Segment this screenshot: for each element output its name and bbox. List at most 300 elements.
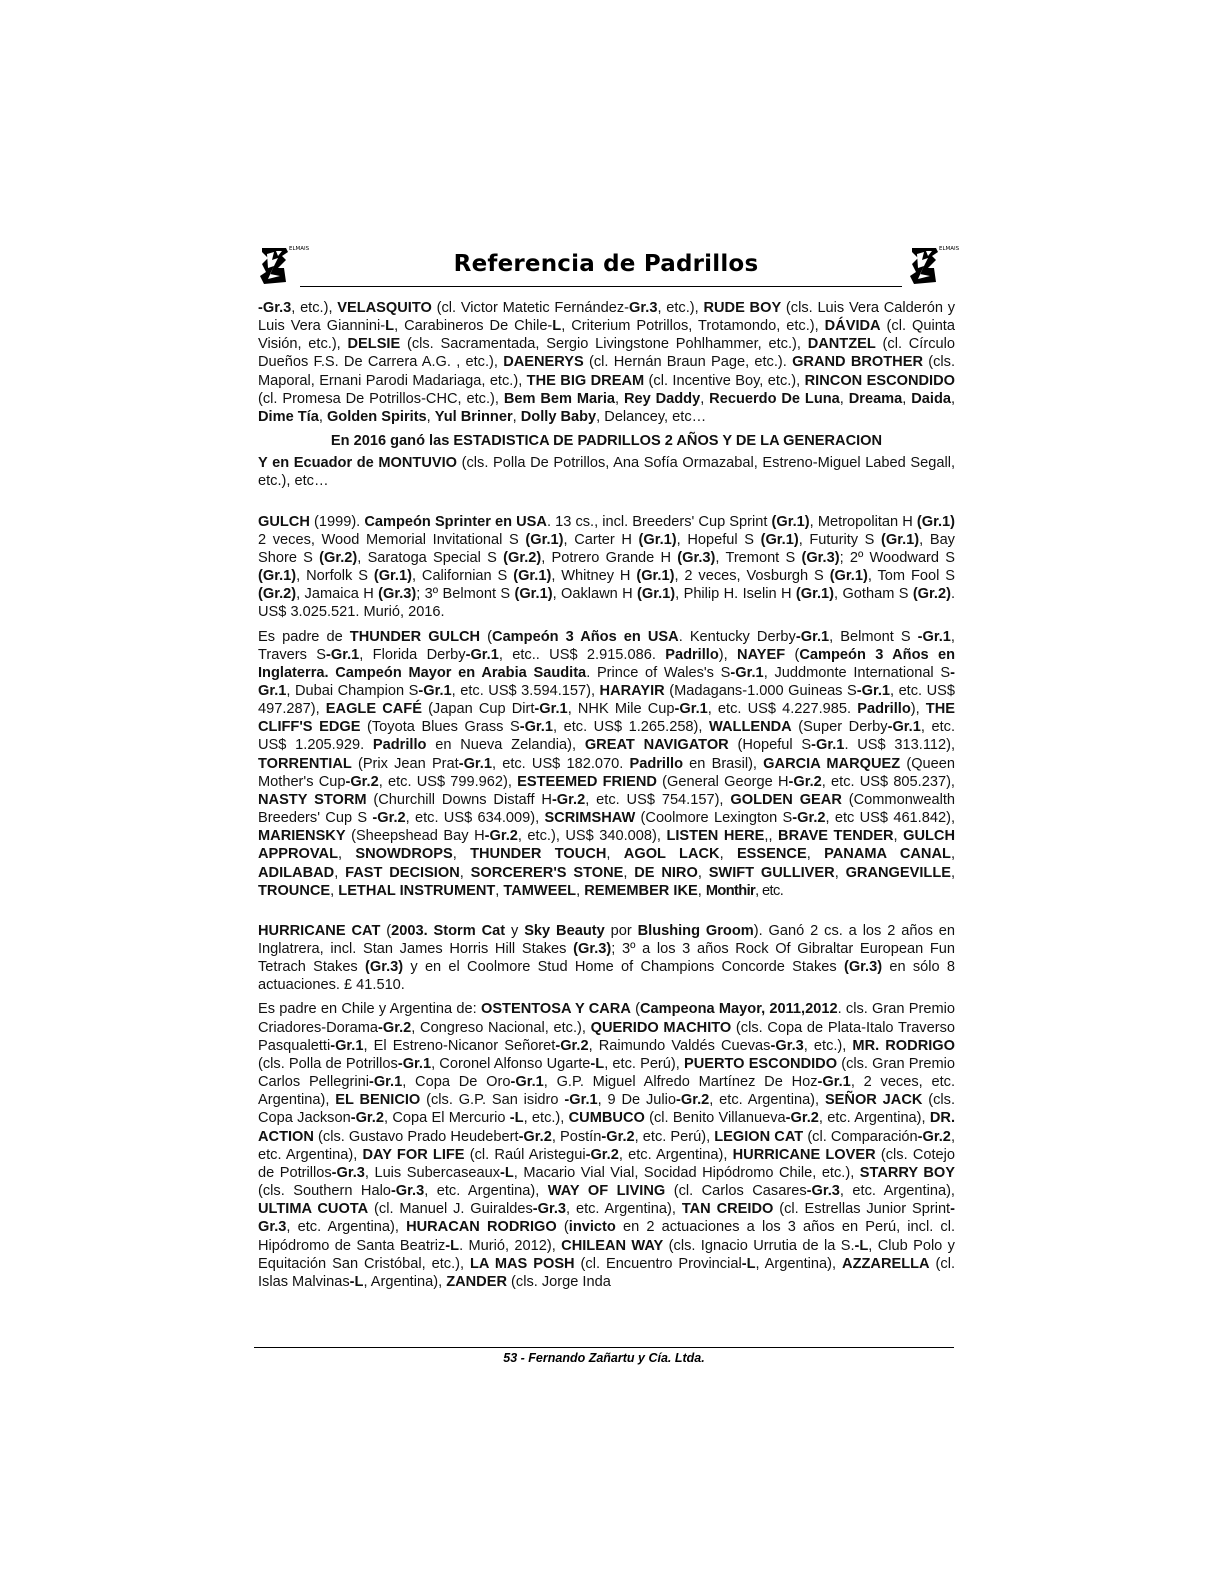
bold-run: (Gr.1) bbox=[829, 568, 868, 585]
bold-run: Golden Spirits bbox=[326, 408, 427, 425]
text-run: , Delancey, etc… bbox=[596, 408, 707, 425]
bold-run: -Gr.1 bbox=[564, 1092, 598, 1109]
text-run: , bbox=[950, 390, 956, 407]
bold-run: GULCH bbox=[258, 513, 310, 530]
text-run: , etc. US$ 754.157), bbox=[585, 791, 731, 808]
bold-run: GARCIA MARQUEZ bbox=[763, 755, 901, 772]
bold-run: -Gr.1 bbox=[887, 719, 921, 736]
bold-run: THUNDER GULCH bbox=[349, 628, 481, 645]
bold-run: 2003. Storm Cat bbox=[391, 922, 506, 939]
bold-run: SORCERER'S STONE bbox=[470, 864, 624, 881]
bold-run: Padrillo bbox=[857, 701, 911, 718]
bold-run: (Gr.3) bbox=[365, 959, 404, 976]
text-run: , bbox=[426, 408, 435, 425]
text-run: , bbox=[318, 408, 327, 425]
paragraph bbox=[258, 922, 955, 995]
text-run: , Belmont S bbox=[829, 628, 918, 645]
text-run: , etc. US$ 3.594.157), bbox=[451, 682, 600, 699]
page-title: Referencia de Padrillos bbox=[453, 251, 759, 277]
text-run: (Sheepshead Bay H bbox=[345, 828, 485, 845]
bold-run: GOLDEN GEAR bbox=[730, 791, 842, 808]
text-run: , Dubai Champion S bbox=[286, 682, 419, 699]
bold-run: -L bbox=[590, 1055, 605, 1072]
text-run: , Postín bbox=[551, 1128, 602, 1145]
text-run: , Travers S bbox=[258, 628, 955, 663]
bold-run: NAYEF bbox=[737, 646, 786, 663]
bold-run: MR. RODRIGO bbox=[852, 1037, 955, 1054]
bold-run: DAENERYS bbox=[503, 354, 584, 371]
text-run: , bbox=[338, 846, 356, 863]
text-run: , etc. US$ 799.962), bbox=[378, 773, 518, 790]
bold-run: (Gr.3) bbox=[801, 549, 840, 566]
bold-run: Rey Daddy bbox=[623, 390, 701, 407]
text-run: , bbox=[623, 864, 635, 881]
bold-run: ULTIMA CUOTA bbox=[258, 1201, 369, 1218]
bold-run: -Gr.1 bbox=[674, 701, 708, 718]
bold-run: (Gr.2) bbox=[258, 586, 297, 603]
header-rule bbox=[300, 286, 902, 287]
text-run: , etc. US$ 1.265.258), bbox=[552, 719, 710, 736]
text-run: , etc. Argentina), bbox=[286, 1219, 407, 1236]
bold-run: -Gr.1 bbox=[917, 628, 951, 645]
text-run: (cls. Cotejo de Potrillos bbox=[258, 1146, 956, 1181]
bold-run: Campeón 3 Años en Inglaterra. Campeón Mayor en Arabia Saudita bbox=[258, 646, 955, 681]
bold-run: RUDE BOY bbox=[703, 300, 782, 316]
text-run: , bbox=[893, 828, 904, 845]
paragraph bbox=[258, 454, 955, 490]
text-run: ( bbox=[380, 922, 392, 939]
bold-run: -Gr.2 bbox=[555, 1037, 589, 1054]
text-run: (cl. Victor Matetic Fernández- bbox=[431, 300, 630, 316]
text-run: , Copa De Oro bbox=[402, 1074, 511, 1091]
text-run: , Macario Vial Vial, Socidad Hipódromo Chile, etc.), bbox=[513, 1164, 860, 1181]
text-run: ( bbox=[785, 646, 800, 663]
bold-run: DE NIRO bbox=[634, 864, 698, 881]
bold-run: -Gr.2 bbox=[345, 773, 379, 790]
bold-run: Yul Brinner bbox=[434, 408, 513, 425]
text-run: , etc. Argentina), bbox=[424, 1183, 548, 1200]
bold-run: -Gr.2 bbox=[785, 1110, 819, 1127]
bold-run: (Gr.3) bbox=[573, 941, 612, 957]
bold-run: LEGION CAT bbox=[714, 1128, 804, 1145]
logo-tag: ELMAIS bbox=[289, 246, 310, 252]
text-run: (Coolmore Lexington S bbox=[635, 810, 793, 827]
text-run: (1999). bbox=[309, 513, 365, 530]
bold-run: AGOL LACK bbox=[623, 846, 720, 863]
bold-run: Campeón 3 Años en USA bbox=[492, 628, 679, 645]
bold-run: WAY OF LIVING bbox=[547, 1183, 666, 1200]
text-run: , bbox=[719, 846, 737, 863]
text-run: , bbox=[697, 882, 706, 899]
bold-run: CHILEAN WAY bbox=[561, 1237, 664, 1254]
bold-run: (Gr.2) bbox=[319, 549, 358, 566]
text-run: Es padre en Chile y Argentina de: bbox=[258, 1001, 481, 1018]
bold-run: (Gr.1) bbox=[258, 568, 297, 585]
text-run: (cls. Copa Jackson bbox=[258, 1092, 955, 1127]
bold-run: -Gr.2 bbox=[372, 810, 406, 827]
bold-run: ZANDER bbox=[446, 1273, 507, 1290]
text-run: , etc. Argentina), bbox=[618, 1146, 733, 1163]
bold-run: -L bbox=[445, 1237, 460, 1254]
text-run: (General George H bbox=[656, 773, 789, 790]
bold-run: (Gr.2) bbox=[912, 586, 951, 603]
text-run: , etc. US$ 497.287), bbox=[258, 682, 955, 718]
bold-run: TORRENTIAL bbox=[258, 755, 352, 772]
bold-run: VELASQUITO bbox=[337, 300, 432, 316]
bold-run: -Gr.3 bbox=[532, 1201, 567, 1218]
bold-run: -Gr.1 bbox=[368, 1074, 403, 1091]
bold-run: PUERTO ESCONDIDO bbox=[683, 1055, 838, 1072]
text-run: (cl. Islas Malvinas bbox=[258, 1255, 955, 1290]
text-run: , El Estreno-Nicanor Señoret bbox=[363, 1037, 556, 1054]
bold-run: Recuerdo De Luna bbox=[709, 390, 840, 407]
bold-run: -L bbox=[509, 1110, 524, 1127]
text-run: , bbox=[902, 390, 912, 407]
bold-run: GREAT NAVIGATOR bbox=[584, 737, 729, 754]
footer-rule bbox=[254, 1347, 954, 1348]
text-run: , etc. Argentina), bbox=[709, 1092, 825, 1109]
text-run: (cls. Polla de Potrillos bbox=[258, 1055, 398, 1072]
bold-run: (Gr.1) bbox=[373, 568, 412, 585]
text-run: , bbox=[700, 390, 710, 407]
bold-run: (Gr.1) bbox=[638, 531, 677, 548]
text-run: (Queen Mother's Cup bbox=[258, 755, 956, 790]
bold-run: QUERIDO MACHITO bbox=[590, 1019, 732, 1036]
bold-run: THE BIG DREAM bbox=[526, 372, 645, 389]
text-run: ), bbox=[718, 646, 738, 663]
text-run: . Prince of Wales's S bbox=[586, 664, 731, 681]
text-run: , Tremont S bbox=[715, 549, 802, 566]
bold-run: Padrillo bbox=[665, 646, 719, 663]
text-run: (cl. Encuentro Provincial bbox=[574, 1255, 742, 1272]
text-run: , Whitney H bbox=[551, 568, 637, 585]
text-run: , bbox=[615, 390, 624, 407]
text-run: (Churchill Downs Distaff H bbox=[366, 791, 552, 808]
bold-run: -Gr.1 bbox=[730, 664, 764, 681]
text-run: , bbox=[839, 390, 849, 407]
text-run: , etc.), bbox=[523, 1110, 569, 1127]
bold-run: EL BENICIO bbox=[335, 1092, 421, 1109]
text-run: . 13 cs., incl. Breeders' Cup Sprint bbox=[546, 513, 772, 530]
bold-run: -Gr.1 bbox=[519, 719, 553, 736]
text-run: , bbox=[334, 864, 346, 881]
text-run: , Florida Derby bbox=[359, 646, 466, 663]
text-run: , etc.), US$ 340.008), bbox=[517, 828, 667, 845]
text-run: (cls. Luis Vera Calderón y Luis Vera Giannini- bbox=[258, 300, 956, 335]
text-run: , etc. Argentina), bbox=[839, 1183, 955, 1200]
bold-run: -Gr.3 bbox=[258, 1201, 955, 1236]
text-run: y bbox=[505, 922, 525, 939]
bold-run: (Gr.1) bbox=[637, 586, 676, 603]
text-run: , Carabineros De Chile- bbox=[394, 318, 553, 335]
text-run: (cl. Benito Villanueva bbox=[644, 1110, 786, 1127]
text-run: (Hopeful S bbox=[728, 737, 812, 754]
bold-run: (Gr.1) bbox=[514, 586, 553, 603]
bold-run: LETHAL INSTRUMENT bbox=[338, 882, 496, 899]
bold-run: -Gr.2 bbox=[792, 810, 826, 827]
text-run: (cls. Jorge Inda bbox=[507, 1273, 611, 1290]
bold-run: (Gr.1) bbox=[525, 531, 564, 548]
text-run: (Commonwealth Breeders' Cup S bbox=[258, 791, 955, 827]
bold-run: THE CLIFF'S EDGE bbox=[258, 701, 955, 736]
bold-run: HURRICANE LOVER bbox=[732, 1146, 876, 1163]
bold-run: FAST DECISION bbox=[345, 864, 460, 881]
text-run: , Metropolitan H bbox=[809, 513, 917, 530]
text-run: ( bbox=[630, 1001, 641, 1018]
text-run: , etc. bbox=[755, 882, 784, 899]
bold-run: (Gr.2) bbox=[503, 549, 542, 566]
text-run: , etc. US$ 634.009), bbox=[405, 810, 545, 827]
bold-run: -Gr.1 bbox=[795, 628, 830, 645]
bold-run: Dolly Baby bbox=[520, 408, 597, 425]
text-run: , 9 De Julio bbox=[597, 1092, 676, 1109]
page-header bbox=[256, 246, 960, 290]
text-run: , G.P. Miguel Alfredo Martínez De Hoz bbox=[543, 1074, 818, 1091]
bold-run: -Gr.1 bbox=[418, 682, 452, 699]
bold-run: -L bbox=[349, 1273, 364, 1290]
paragraph-gap bbox=[258, 900, 955, 922]
bold-run: -Gr.1 bbox=[258, 664, 955, 699]
bold-run: -L bbox=[500, 1164, 514, 1181]
bold-run: DÁVIDA bbox=[824, 318, 881, 335]
bold-run: -Gr.2 bbox=[484, 828, 518, 845]
text-run: ; 3º Belmont S bbox=[416, 586, 515, 603]
bold-run: L bbox=[385, 318, 395, 335]
text-run: por bbox=[604, 922, 638, 939]
bold-run: -Gr.2 bbox=[917, 1128, 951, 1145]
bold-run: GULCH APPROVAL bbox=[258, 828, 955, 863]
bold-run: CUMBUCO bbox=[568, 1110, 645, 1127]
text-run: , Tom Fool S bbox=[867, 568, 955, 585]
text-run: (cl. Comparación bbox=[803, 1128, 918, 1145]
text-run: (cls. Polla De Potrillos, Ana Sofía Ormazabal, Estreno-Miguel Labed Segall, etc.), etc… bbox=[258, 455, 956, 490]
bold-run: DR. ACTION bbox=[258, 1110, 956, 1145]
bold-run: Blushing Groom bbox=[637, 922, 754, 939]
text-run: , etc. Argentina), bbox=[258, 1128, 955, 1163]
text-run: , etc. US$ 182.070. bbox=[491, 755, 630, 772]
bold-run: (Gr.1) bbox=[760, 531, 799, 548]
text-run: . US$ 313.112), bbox=[844, 737, 955, 754]
text-run: , 2 veces, Vosburgh S bbox=[674, 568, 830, 585]
body-text bbox=[258, 299, 955, 1291]
text-run: , Carter H bbox=[563, 531, 639, 548]
text-run: , etc. Argentina), bbox=[566, 1201, 682, 1218]
text-run: , bbox=[606, 846, 624, 863]
text-run: , bbox=[452, 846, 471, 863]
brand-logo-icon bbox=[908, 246, 940, 286]
bold-run: -L bbox=[854, 1237, 869, 1254]
text-run: , 2 veces, etc. Argentina), bbox=[258, 1074, 955, 1109]
paragraph bbox=[258, 299, 955, 426]
bold-run: -Gr.1 bbox=[326, 646, 360, 663]
bold-run: DANTZEL bbox=[807, 336, 876, 353]
text-run: , etc.), bbox=[803, 1037, 853, 1054]
bold-run: TROUNCE bbox=[258, 882, 331, 899]
bold-run: -Gr.2 bbox=[788, 773, 822, 790]
bold-run: (Gr.3) bbox=[843, 959, 883, 976]
bold-run: -Gr.3 bbox=[390, 1183, 425, 1200]
text-run: (cl. Quinta Visión, etc.), bbox=[258, 318, 955, 353]
text-run: , Californian S bbox=[411, 568, 514, 585]
text-run: en 2 actuaciones a los 3 años en Perú, incl. cl. Hipódromo de Santa Beatriz bbox=[258, 1219, 956, 1254]
text-run: , Club Polo y Equitación San Cristóbal, etc.), bbox=[258, 1237, 955, 1272]
bold-run: -L bbox=[741, 1255, 756, 1272]
text-run: ( bbox=[480, 628, 493, 645]
text-run: , Luis Subercaseaux bbox=[364, 1164, 501, 1181]
bold-run: SWIFT GULLIVER bbox=[708, 864, 835, 881]
text-run: (cls. Ignacio Urrutia de la S. bbox=[663, 1237, 855, 1254]
paragraph-gap bbox=[258, 491, 955, 513]
text-run: ,, bbox=[764, 828, 779, 845]
bold-run: MARIENSKY bbox=[258, 828, 346, 845]
text-run: (Toyota Blues Grass S bbox=[360, 719, 520, 736]
text-run: . Kentucky Derby bbox=[678, 628, 796, 645]
bold-run: Dime Tía bbox=[258, 408, 319, 425]
bold-run: Monthir bbox=[705, 882, 756, 899]
text-run: y en el Coolmore Stud Home of Champions Concorde Stakes bbox=[403, 959, 844, 976]
bold-run: Padrillo bbox=[629, 755, 683, 772]
text-run: , etc. US$ 4.227.985. bbox=[707, 701, 858, 718]
text-run: (cl. Círculo Dueños F.S. De Carrera A.G. , etc.), bbox=[258, 336, 955, 371]
text-run: , etc US$ 461.842), bbox=[825, 810, 955, 827]
text-run: , etc. Perú), bbox=[604, 1055, 684, 1072]
text-run: , bbox=[950, 864, 956, 881]
bold-run: -Gr.1 bbox=[510, 1074, 544, 1091]
bold-run: invicto bbox=[568, 1219, 616, 1236]
bold-run: (Gr.3) bbox=[677, 549, 716, 566]
bold-run: NASTY STORM bbox=[258, 791, 367, 808]
bold-run: -Gr.1 bbox=[397, 1055, 432, 1072]
bold-run: -Gr.2 bbox=[601, 1128, 635, 1145]
bold-run: Padrillo bbox=[372, 737, 427, 754]
text-run: , bbox=[834, 864, 846, 881]
page-footer: 53 - Fernando Zañartu y Cía. Ltda. bbox=[503, 1351, 705, 1365]
bold-run: (Gr.1) bbox=[636, 568, 675, 585]
text-run: , Futurity S bbox=[798, 531, 882, 548]
bold-run: -Gr.1 bbox=[811, 737, 845, 754]
bold-run: Campeón Sprinter en USA bbox=[364, 513, 547, 530]
text-run: ). Ganó 2 cs. a los 2 años en Inglatrera, incl. Stan James Horris Hill Stakes bbox=[258, 922, 956, 957]
bold-run: Sky Beauty bbox=[524, 922, 605, 939]
bold-run: WALLENDA bbox=[709, 719, 792, 736]
text-run: Es padre de bbox=[258, 628, 350, 645]
bold-run: -Gr.1 bbox=[534, 701, 568, 718]
bold-run: DAY FOR LIFE bbox=[362, 1146, 465, 1163]
text-run: , bbox=[950, 846, 955, 863]
text-run: , NHK Mile Cup bbox=[567, 701, 675, 718]
text-run: (cl. Carlos Casares bbox=[665, 1183, 807, 1200]
text-run: (Super Derby bbox=[791, 719, 888, 736]
text-run: , Raimundo Valdés Cuevas bbox=[588, 1037, 771, 1054]
text-run: , etc.), bbox=[657, 300, 704, 316]
text-run: , Criterium Potrillos, Trotamondo, etc.), bbox=[561, 318, 825, 335]
text-run: (cl. Hernán Braun Page, etc.). bbox=[583, 354, 793, 371]
bold-run: EAGLE CAFÉ bbox=[325, 701, 422, 718]
bold-run: DELSIE bbox=[347, 336, 401, 353]
text-run: , Copa El Mercurio bbox=[383, 1110, 510, 1127]
text-run: , Congreso Nacional, etc.), bbox=[411, 1019, 591, 1036]
text-run: , etc.. US$ 2.915.086. bbox=[498, 646, 666, 663]
text-run: (cls. Sacramentada, Sergio Livingstone Pohlhammer, etc.), bbox=[400, 336, 808, 353]
bold-run: (Gr.1) bbox=[795, 586, 835, 603]
bold-run: SCRIMSHAW bbox=[544, 810, 636, 827]
text-run: (cls. Copa de Plata-Italo Traverso Pasqualetti bbox=[258, 1019, 955, 1054]
text-run: en Brasil), bbox=[683, 755, 764, 772]
text-run: , bbox=[512, 408, 521, 425]
bold-run: -Gr.1 bbox=[817, 1074, 851, 1091]
text-run: , etc. Argentina), bbox=[818, 1110, 930, 1127]
brand-logo-right bbox=[908, 246, 960, 288]
text-run: ; 3º a los 3 años Rock Of Gibraltar European Fun Tetrach Stakes bbox=[258, 941, 955, 976]
text-run: , bbox=[330, 882, 339, 899]
text-run: , bbox=[459, 864, 471, 881]
text-run: (cl. Promesa De Potrillos-CHC, etc.), bbox=[258, 390, 504, 407]
text-run: , Norfolk S bbox=[296, 568, 374, 585]
bold-run: -Gr.3 bbox=[258, 300, 292, 316]
bold-run: -Gr.2 bbox=[551, 791, 586, 808]
text-run: (cls. Gran Premio Carlos Pellegrini bbox=[258, 1055, 955, 1091]
text-run: , Philip H. Iselin H bbox=[675, 586, 796, 603]
text-run: , Juddmonte International S bbox=[763, 664, 951, 681]
bold-run: L bbox=[552, 318, 562, 335]
text-run: en sólo 8 actuaciones. £ 41.510. bbox=[258, 959, 955, 994]
bold-run: -Gr.1 bbox=[330, 1037, 364, 1054]
text-run: , bbox=[495, 882, 504, 899]
text-run: , Bay Shore S bbox=[258, 531, 955, 566]
bold-run: SEÑOR JACK bbox=[824, 1092, 923, 1109]
text-run: , Potrero Grande H bbox=[541, 549, 678, 566]
text-run: , etc. US$ 1.205.929. bbox=[258, 719, 955, 754]
text-run: , Jamaica H bbox=[296, 586, 379, 603]
text-run: ( bbox=[556, 1219, 569, 1236]
bold-run: PANAMA CANAL bbox=[824, 846, 951, 863]
bold-run: En 2016 ganó las ESTADISTICA DE PADRILLOS 2 AÑOS Y DE LA GENERACION bbox=[330, 433, 883, 450]
paragraph bbox=[258, 1000, 955, 1291]
text-run: , etc. Perú), bbox=[634, 1128, 715, 1145]
bold-run: REMEMBER IKE bbox=[584, 882, 698, 899]
bold-run: (Gr.1) bbox=[881, 531, 920, 548]
text-run: , Oaklawn H bbox=[552, 586, 638, 603]
text-run: (cls. Southern Halo bbox=[258, 1183, 391, 1200]
text-run: , Argentina), bbox=[363, 1273, 447, 1290]
text-run: 2 veces, Wood Memorial Invitational S bbox=[258, 531, 526, 548]
text-run: , etc.), bbox=[291, 300, 338, 316]
bold-run: Y en Ecuador de MONTUVIO bbox=[258, 455, 458, 472]
bold-run: LISTEN HERE bbox=[666, 828, 765, 845]
text-run: (Japan Cup Dirt bbox=[421, 701, 535, 718]
text-run: en Nueva Zelandia), bbox=[426, 737, 585, 754]
bold-run: Daida bbox=[911, 390, 951, 407]
text-run: , Saratoga Special S bbox=[357, 549, 504, 566]
bold-run: -Gr.1 bbox=[458, 755, 492, 772]
text-run: , etc. US$ 805.237), bbox=[821, 773, 955, 790]
text-run: , Argentina), bbox=[755, 1255, 843, 1272]
text-run: , bbox=[576, 882, 585, 899]
text-run: ), bbox=[910, 701, 926, 718]
text-run: , bbox=[697, 864, 709, 881]
paragraph bbox=[258, 628, 955, 900]
text-run: (cls. G.P. San isidro bbox=[420, 1092, 565, 1109]
bold-run: ESSENCE bbox=[736, 846, 807, 863]
bold-run: HARAYIR bbox=[599, 682, 665, 699]
bold-run: -Gr.2 bbox=[585, 1146, 619, 1163]
text-run: . cls. Gran Premio Criadores-Dorama bbox=[258, 1001, 955, 1036]
bold-run: SNOWDROPS bbox=[355, 846, 453, 863]
bold-run: AZZARELLA bbox=[842, 1255, 930, 1272]
bold-run: BRAVE TENDER bbox=[778, 828, 894, 845]
bold-run: -Gr.3 bbox=[806, 1183, 840, 1200]
text-run: (cl. Estrellas Junior Sprint bbox=[773, 1201, 951, 1218]
